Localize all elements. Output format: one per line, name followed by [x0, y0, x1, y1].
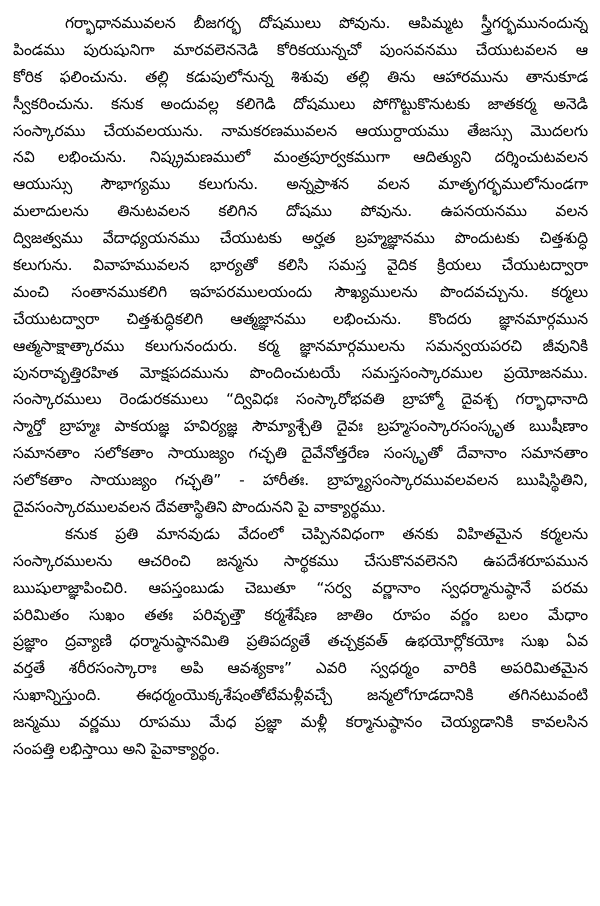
text-line: దైవసంస్కారములవలన దేవతాస్థితిని పొందునని పై వాక్యార్థము. — [13, 498, 386, 517]
text-line: మంచి సంతానముకలిగి ఇహపరములయందు సౌఖ్యములను పొందవచ్చును. కర్మలు — [13, 282, 588, 301]
text-line: గర్భాధానమువలన బీజగర్భ దోషములు పోవును. ఆపిమ్మట స్త్రీగర్భమునందున్న — [65, 14, 588, 32]
text-line: పరిమితం సుఖం తతః పరివృత్తౌ కర్మశేషేణ జాతిం రూపం వర్ణం బలం మేధాం — [13, 605, 588, 624]
text-line: జన్మము వర్ణము రూపము మేధ ప్రజ్ఞా మళ్లీ కర్మానుష్ఠానం చెయ్యడానికి కావలసిన — [13, 713, 588, 732]
paragraph-1 — [13, 10, 588, 521]
text-line: సుఖాన్నిస్తుంది. ఈధర్మంయొక్కశేషంతోటేమళ్లీవచ్చే జన్మలోగూడదానికి తగినటువంటి — [13, 686, 588, 705]
text-line: ప్రజ్ఞాం ద్రవ్యాణి ధర్మానుష్ఠానమితి ప్రతిపద్యతే తచ్చక్రవత్ ఉభయోర్లోకయోః సుఖ ఏవ — [13, 632, 588, 651]
paragraph-2 — [13, 521, 588, 763]
text-line: సంస్కారములను ఆచరించి జన్మను సార్థకము చేసుకొనవలెనని ఉపదేశరూపమున — [13, 551, 588, 570]
text-line: ద్విజత్వము వేదాధ్యయనము చేయుటకు అర్హత బ్రహ్మజ్ఞానము పొందుటకు చిత్తశుద్ధి — [13, 229, 588, 248]
text-line: స్మార్తో బ్రాహ్మః పాకయజ్ఞ హవిర్యజ్ఞ సౌమ్యాశ్చేతి దైవః బ్రహ్మసంస్కారసంస్కృత ఋషీణాం — [13, 417, 588, 436]
text-line: మలాదులను తినుటవలన కలిగిన దోషము పోవును. ఉపనయనము వలన — [13, 202, 588, 221]
text-line: కోరిక ఫలించును. తల్లి కడుపులోనున్న శిశువు తల్లి తిను ఆహారమును తానుకూడ — [13, 67, 588, 86]
text-line: ఆయుస్సు సౌభాగ్యము కలుగును. అన్నప్రాశన వలన మాతృగర్భములోనుండగా — [13, 175, 588, 194]
text-line: సంపత్తి లభిస్తాయి అని పైవాక్యార్థం. — [13, 740, 220, 759]
text-line: స్వీకరించును. కనుక అందువల్ల కలిగెడి దోషములు పోగొట్టుకొనుటకు జాతకర్మ అనెడి — [13, 94, 588, 113]
text-line: ఋషులాజ్ఞాపించిరి. ఆపస్తంబుడు చెబుతూ “సర్వ వర్ణానాం స్వధర్మానుష్ఠానే పరమ — [13, 578, 588, 597]
text-line: ఆత్మసాక్షాత్కారము కలుగునందురు. కర్మ జ్ఞానమార్గములను సమన్వయపరచి జీవునికి — [13, 336, 588, 355]
text-line: సంస్కారములు రెండురకములు “ద్వివిధః సంస్కారోభవతి బ్రాహ్మో దైవశ్చ గర్భాధానాది — [13, 390, 588, 409]
text-line: పిండము పురుషునిగా మారవలెననెడి కోరికయున్నచో పుంసవనము చేయుటవలన ఆ — [13, 40, 588, 59]
text-line: కలుగును. వివాహమువలన భార్యతో కలిసి సమస్త వైదిక క్రియలు చేయుటద్వారా — [13, 256, 588, 275]
text-line: సలోకతాం సాయుజ్యం గచ్ఛతి” - హారీతః. బ్రాహ్మ్యసంస్కారమువలవలన ఋషిస్థితిని, — [13, 471, 588, 490]
text-line: పునరావృత్తిరహిత మోక్షపదమును పొందించుటయే సమస్తసంస్కారముల ప్రయోజనము. — [13, 363, 588, 382]
text-line: కనుక ప్రతి మానవుడు వేదంలో చెప్పినవిధంగా తనకు విహితమైన కర్మలను — [65, 524, 588, 543]
text-line: వర్తతే శరీరసంస్కారాః అపి ఆవశ్యకాః” ఎవరి స్వధర్మం వారికి అపరిమితమైన — [13, 659, 588, 678]
text-line: సమానతాం సలోకతాం సాయుజ్యం గచ్ఛతి దైవేనోత్తరేణ సంస్కృతో దేవానాం సమానతాం — [13, 444, 588, 463]
text-line: సంస్కారము చేయవలయును. నామకరణమువలన ఆయుర్దాయము తేజస్సు మొదలగు — [13, 121, 588, 140]
text-line: నవి లభించును. నిష్క్రమణములో మంత్రపూర్వకముగా ఆదిత్యుని దర్శించుటవలన — [13, 148, 588, 167]
text-line: చేయుటద్వారా చిత్తశుద్ధికలిగి ఆత్మజ్ఞానము లభించును. కొందరు జ్ఞానమార్గమున — [13, 309, 588, 328]
